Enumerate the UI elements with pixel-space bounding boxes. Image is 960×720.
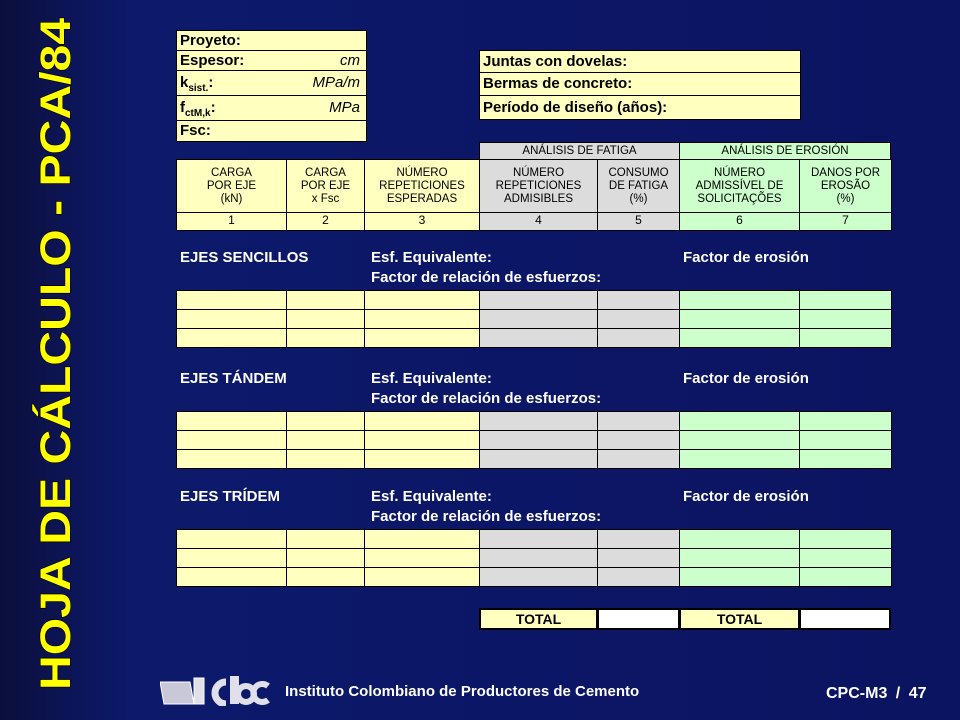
column-number-text: 7 [842, 213, 849, 227]
table-cell[interactable] [286, 411, 365, 431]
column-header-line: ADMISIBLES [503, 192, 574, 205]
fsc-label: Fsc: [180, 122, 211, 139]
joints-field[interactable] [479, 50, 801, 73]
project-label: Proyeto: [180, 32, 241, 49]
column-number-text: 1 [228, 213, 235, 227]
equivalent-stress-label: Esf. Equivalente: [371, 370, 492, 387]
page-separator: / [895, 685, 901, 702]
stress-ratio-label: Factor de relación de esfuerzos: [371, 269, 602, 286]
page-number: 47 [908, 685, 927, 702]
table-cell[interactable] [286, 449, 365, 469]
table-cell[interactable] [286, 328, 365, 348]
table-cell[interactable] [176, 449, 287, 469]
table-cell[interactable] [597, 290, 680, 310]
column-number-text: 5 [635, 213, 642, 227]
erosion-group-header [679, 142, 891, 160]
table-cell[interactable] [597, 529, 680, 549]
f-label: f [180, 99, 185, 116]
table-cell[interactable] [799, 290, 892, 310]
table-cell[interactable] [597, 309, 680, 329]
table-cell[interactable] [176, 430, 287, 450]
column-header-line: POR EJE [206, 179, 257, 192]
table-cell[interactable] [799, 430, 892, 450]
column-header-line: ESPERADAS [386, 192, 458, 205]
shoulders-field[interactable] [479, 72, 801, 96]
table-cell[interactable] [679, 328, 800, 348]
f-unit: MPa [329, 99, 360, 116]
section-title: EJES TRÍDEM [180, 488, 281, 505]
column-header-line: NÚMERO [396, 166, 448, 179]
table-cell[interactable] [364, 548, 480, 568]
table-cell[interactable] [679, 548, 800, 568]
table-cell[interactable] [364, 449, 480, 469]
table-cell[interactable] [679, 449, 800, 469]
column-number-5 [597, 212, 680, 231]
table-cell[interactable] [364, 567, 480, 587]
k-label: k [180, 74, 189, 91]
column-header-2 [286, 159, 365, 213]
table-cell[interactable] [479, 430, 598, 450]
f-colon: : [210, 99, 216, 116]
table-cell[interactable] [597, 411, 680, 431]
table-cell[interactable] [479, 449, 598, 469]
thickness-unit: cm [340, 52, 360, 69]
column-header-5 [597, 159, 680, 213]
f-subscript: ctM,k [185, 108, 211, 119]
table-cell[interactable] [176, 411, 287, 431]
period-label: Período de diseño (años): [483, 99, 668, 116]
table-cell[interactable] [597, 567, 680, 587]
k-colon: : [208, 74, 214, 91]
table-cell[interactable] [364, 290, 480, 310]
slide-code-text: CPC-M3 [826, 685, 888, 702]
table-cell[interactable] [479, 411, 598, 431]
f-field[interactable] [176, 95, 367, 121]
table-cell[interactable] [176, 529, 287, 549]
table-cell[interactable] [679, 290, 800, 310]
column-header-line: NÚMERO [713, 166, 766, 179]
table-cell[interactable] [286, 290, 365, 310]
table-cell[interactable] [679, 430, 800, 450]
table-cell[interactable] [799, 567, 892, 587]
column-header-1 [176, 159, 287, 213]
table-cell[interactable] [479, 548, 598, 568]
table-cell[interactable] [597, 548, 680, 568]
joints-label: Juntas con dovelas: [483, 53, 628, 70]
column-number-text: 4 [535, 213, 542, 227]
table-cell[interactable] [479, 290, 598, 310]
slide-code [826, 685, 927, 703]
k-subscript: sist. [188, 83, 209, 94]
k-unit: MPa/m [312, 74, 360, 91]
table-cell[interactable] [799, 529, 892, 549]
table-cell[interactable] [799, 548, 892, 568]
table-cell[interactable] [679, 567, 800, 587]
fatigue-total-label [479, 608, 598, 630]
table-cell[interactable] [597, 430, 680, 450]
erosion-total-text: TOTAL [716, 611, 763, 627]
period-field[interactable] [479, 95, 801, 120]
fatigue-group-label: ANÁLISIS DE FATIGA [522, 144, 637, 157]
table-cell[interactable] [286, 430, 365, 450]
table-cell[interactable] [176, 328, 287, 348]
table-cell[interactable] [479, 529, 598, 549]
column-header-line: POR EJE [300, 179, 351, 192]
column-number-2 [286, 212, 365, 231]
k-field[interactable] [176, 70, 367, 96]
stress-ratio-label: Factor de relación de esfuerzos: [371, 508, 602, 525]
shoulders-label: Bermas de concreto: [483, 75, 633, 92]
table-cell[interactable] [597, 449, 680, 469]
column-header-7 [799, 159, 892, 213]
table-cell[interactable] [679, 411, 800, 431]
table-cell[interactable] [479, 309, 598, 329]
column-number-text: 3 [418, 213, 426, 227]
column-header-line: SOLICITAÇÕES [697, 192, 782, 205]
column-header-line: REPETICIONES [379, 179, 465, 192]
fsc-field[interactable] [176, 120, 367, 142]
thickness-field[interactable] [176, 50, 367, 71]
column-number-text: 2 [322, 213, 329, 227]
slide-title: HOJA DE CÁLCULO - PCA/84 [32, 89, 80, 690]
institute-name: Instituto Colombiano de Productores de Cemento [285, 683, 640, 700]
column-header-line: (kN) [220, 192, 243, 205]
thickness-label: Espesor: [180, 52, 245, 69]
fatigue-total-value[interactable] [597, 608, 680, 630]
table-cell[interactable] [286, 529, 365, 549]
erosion-factor-label: Factor de erosión [683, 488, 809, 505]
table-cell[interactable] [286, 567, 365, 587]
table-cell[interactable] [679, 529, 800, 549]
section-title: EJES TÁNDEM [180, 370, 287, 387]
section-title: EJES SENCILLOS [180, 249, 309, 266]
equivalent-stress-label: Esf. Equivalente: [371, 488, 492, 505]
table-cell[interactable] [364, 529, 480, 549]
column-header-line: (%) [836, 192, 855, 205]
erosion-total-value[interactable] [799, 608, 891, 630]
fatigue-group-header [479, 142, 680, 160]
column-header-line: NÚMERO [512, 166, 565, 179]
logo-text: ICPC [160, 674, 163, 675]
column-number-6 [679, 212, 800, 231]
table-cell[interactable] [286, 548, 365, 568]
column-number-3 [364, 212, 480, 231]
erosion-factor-label: Factor de erosión [683, 370, 809, 387]
equivalent-stress-label: Esf. Equivalente: [371, 249, 492, 266]
column-header-line: REPETICIONES [495, 179, 582, 192]
table-cell[interactable] [597, 328, 680, 348]
column-header-3 [364, 159, 480, 213]
column-header-line: CARGA [211, 166, 252, 179]
table-cell[interactable] [364, 309, 480, 329]
table-cell[interactable] [799, 411, 892, 431]
table-cell[interactable] [479, 328, 598, 348]
table-cell[interactable] [679, 309, 800, 329]
table-cell[interactable] [176, 309, 287, 329]
table-cell[interactable] [176, 567, 287, 587]
erosion-total-label [679, 608, 800, 630]
table-cell[interactable] [364, 430, 480, 450]
column-header-line: DANOS POR [810, 166, 880, 179]
column-header-6 [679, 159, 800, 213]
table-cell[interactable] [479, 567, 598, 587]
table-cell[interactable] [286, 309, 365, 329]
column-number-text: 6 [736, 213, 743, 227]
table-cell[interactable] [176, 290, 287, 310]
column-number-1 [176, 212, 287, 231]
erosion-factor-label: Factor de erosión [683, 249, 809, 266]
table-cell[interactable] [176, 548, 287, 568]
column-header-line: CONSUMO [608, 166, 669, 179]
table-cell[interactable] [799, 309, 892, 329]
column-header-line: DE FATIGA [608, 179, 669, 192]
table-cell[interactable] [799, 449, 892, 469]
column-number-4 [479, 212, 598, 231]
table-cell[interactable] [364, 411, 480, 431]
column-header-4 [479, 159, 598, 213]
icpc-logo [160, 674, 272, 706]
column-header-line: x Fsc [311, 192, 340, 205]
erosion-group-label: ANÁLISIS DE EROSIÓN [721, 144, 849, 157]
column-header-line: (%) [629, 192, 648, 205]
stress-ratio-label: Factor de relación de esfuerzos: [371, 390, 602, 407]
column-header-line: EROSÃO [820, 179, 871, 192]
table-cell[interactable] [364, 328, 480, 348]
project-field[interactable] [176, 30, 367, 51]
column-header-line: CARGA [305, 166, 346, 179]
column-header-line: ADMISSÍVEL DE [695, 179, 784, 192]
table-cell[interactable] [799, 328, 892, 348]
fatigue-total-text: TOTAL [515, 611, 562, 627]
column-number-7 [799, 212, 892, 231]
